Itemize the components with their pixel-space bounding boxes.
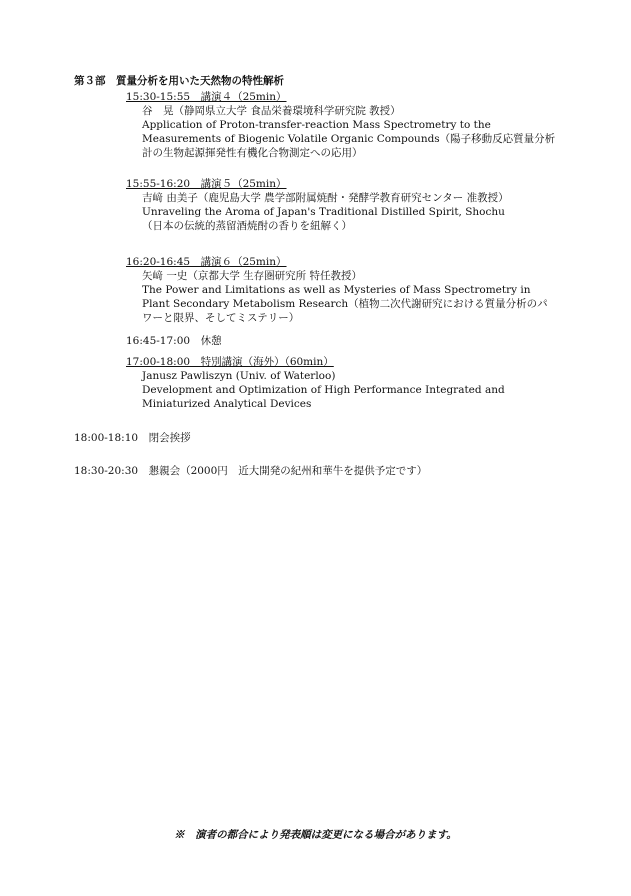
talk-title-line: Measurements of Biogenic Volatile Organic Compounds（陽子移動反応質量分析 — [142, 133, 556, 145]
footer-note: ※ 演者の都合により発表順は変更になる場合があります。 — [174, 829, 457, 841]
talk-time-title: 15:30-15:55 講演４（25min） — [126, 91, 287, 103]
talk-title-line: Miniaturized Analytical Devices — [142, 398, 312, 410]
talk-title-line: Plant Secondary Metabolism Research（植物二次代謝研究における質量分析のパ — [142, 298, 548, 310]
section-number: 第３部 — [74, 75, 106, 87]
talk-title-line: Unraveling the Aroma of Japan's Traditional Distilled Spirit, Shochu — [142, 206, 505, 218]
talk-time-title: 17:00-18:00 特別講演（海外）（60min） — [126, 356, 334, 368]
section-title: 質量分析を用いた天然物の特性解析 — [116, 75, 284, 87]
closing-item: 18:00-18:10 閉会挨拶 — [74, 432, 191, 444]
talk-title-line: ワーと限界、そしてミステリー） — [142, 312, 300, 324]
talk-speaker: Janusz Pawliszyn (Univ. of Waterloo) — [142, 370, 336, 382]
party-item: 18:30-20:30 懇親会（2000円 近大開発の紀州和華牛を提供予定です） — [74, 465, 428, 477]
section-header — [74, 74, 284, 88]
talk-time-title: 15:55-16:20 講演５（25min） — [126, 178, 287, 190]
talk-5 — [126, 177, 509, 233]
special-talk — [126, 355, 505, 411]
talk-speaker: 矢﨑 一史（京都大学 生存圏研究所 特任教授） — [142, 270, 363, 282]
talk-6 — [126, 255, 548, 325]
talk-time-title: 16:20-16:45 講演６（25min） — [126, 256, 287, 268]
talk-speaker: 吉﨑 由美子（鹿児島大学 農学部附属焼酎・発酵学教育研究センター 准教授） — [142, 192, 509, 204]
talk-speaker: 谷 晃（静岡県立大学 食品栄養環境科学研究院 教授） — [142, 105, 401, 117]
talk-title-line: 計の生物起源揮発性有機化合物測定への応用） — [142, 147, 363, 159]
talk-title-line: Development and Optimization of High Performance Integrated and — [142, 384, 505, 396]
talk-title-line: The Power and Limitations as well as Mysteries of Mass Spectrometry in — [142, 284, 531, 296]
break-item: 16:45-17:00 休憩 — [126, 335, 222, 347]
talk-title-line: Application of Proton-transfer-reaction Mass Spectrometry to the — [142, 119, 491, 131]
talk-title-line: （日本の伝統的蒸留酒焼酎の香りを紐解く） — [142, 220, 352, 232]
talk-4 — [126, 90, 555, 160]
